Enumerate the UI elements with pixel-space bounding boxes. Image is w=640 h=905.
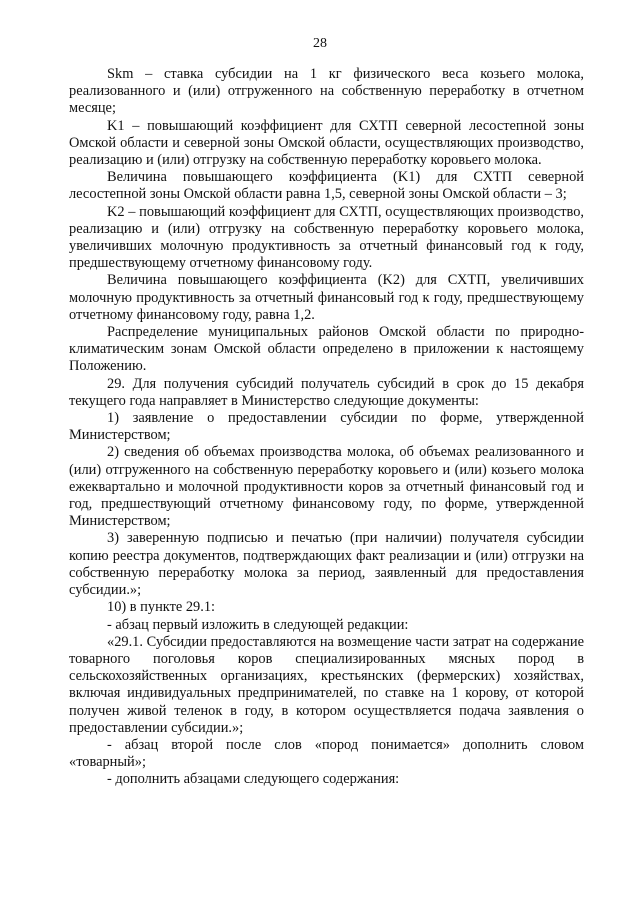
paragraph-skm-definition: Skm – ставка субсидии на 1 кг физического веса козьего молока, реализованного и (или) отгруженного на собственную переработку в отчетном месяце;: [69, 66, 584, 117]
page-number: 28: [313, 36, 327, 51]
document-body: [69, 66, 584, 789]
paragraph-k1-value: Величина повышающего коэффициента (K1) для СХТП северной лесостепной зоны Омской области равна 1,5, северной зоны Омской области – 3;: [69, 169, 584, 203]
paragraph-item-29-1: «29.1. Субсидии предоставляются на возмещение части затрат на содержание товарного поголовья коров специализированных мясных пород в сельскохозяйственных организациях, крестьянских (фермерских) хозяйствах, включая индивидуальных предпринимателей, по ставке на 1 корову, от которой получен живой теленок в году, в котором осуществляется подача заявления о предоставлении субсидии.»;: [69, 633, 584, 736]
paragraph-amendment-10: 10) в пункте 29.1:: [107, 599, 216, 616]
paragraph-add-abzacs: - дополнить абзацами следующего содержания:: [107, 771, 400, 788]
paragraph-document-2: 2) сведения об объемах производства молока, об объемах реализованного и (или) отгруженного на собственную переработку коровьего и (или) козьего молока ежеквартально и молочной продуктивности коров за отчетный финансовый год и год, предшествующий отчетному финансовому году, по форме, утвержденной Министерством;: [69, 444, 584, 530]
paragraph-second-abzac: - абзац второй после слов «пород понимается» дополнить словом «товарный»;: [69, 736, 584, 771]
paragraph-item-29: 29. Для получения субсидий получатель субсидий в срок до 15 декабря текущего года направляет в Министерство следующие документы:: [69, 375, 584, 409]
paragraph-k2-value: Величина повышающего коэффициента (K2) для СХТП, увеличивших молочную продуктивность за отчетный финансовый год к году, предшествующему отчетному финансовому году, равна 1,2.: [69, 272, 584, 323]
paragraph-first-abzac: - абзац первый изложить в следующей редакции:: [107, 616, 409, 633]
paragraph-k1-definition: K1 – повышающий коэффициент для СХТП северной лесостепной зоны Омской области и северной зоны Омской области, осуществляющих производство, реализацию и (или) отгрузку на собственную переработку коровьего молока.: [69, 117, 584, 169]
paragraph-districts-distribution: Распределение муниципальных районов Омской области по природно-климатическим зонам Омской области определено в приложении к настоящему Положению.: [69, 324, 584, 375]
paragraph-document-3: 3) заверенную подписью и печатью (при наличии) получателя субсидии копию реестра документов, подтверждающих факт реализации и (или) отгрузки на собственную переработку молока за период, заявленный для предоставления субсидии.»;: [69, 530, 584, 599]
paragraph-k2-definition: K2 – повышающий коэффициент для СХТП, осуществляющих производство, реализацию и (или) отгрузку на собственную переработку коровьего молока, увеличивших молочную продуктивность за отчетный финансовый год к году, предшествующему отчетному финансовому году.: [69, 203, 584, 272]
paragraph-document-1: 1) заявление о предоставлении субсидии по форме, утвержденной Министерством;: [69, 410, 584, 444]
